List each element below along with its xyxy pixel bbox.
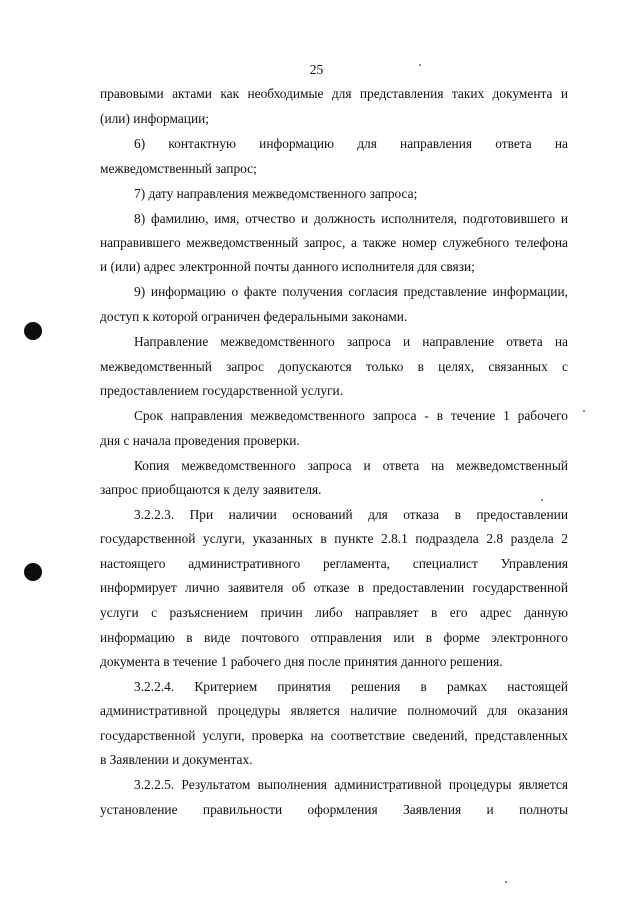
text-line: 8) фамилию, имя, отчество и должность исполнителя, подготовившего и [134, 211, 568, 226]
punch-hole-lower [24, 563, 42, 581]
text-line: Направление межведомственного запроса и направление ответа на [134, 334, 568, 349]
text-line: государственной услуги, проверка на соответствие сведений, представленных [100, 728, 568, 743]
text-line: и (или) адрес электронной почты данного исполнителя для связи; [100, 259, 475, 274]
text-line: (или) информации; [100, 111, 210, 126]
scan-speck [419, 64, 421, 66]
text-line: документа в течение 1 рабочего дня после принятия данного решения. [100, 654, 503, 669]
text-line: предоставлением государственной услуги. [100, 383, 344, 398]
text-line: доступ к которой ограничен федеральными законами. [100, 309, 408, 324]
text-line: административной процедуры является наличие полномочий для оказания [100, 703, 568, 718]
punch-hole-upper [24, 322, 42, 340]
text-line: государственной услуги, указанных в пункте 2.8.1 подраздела 2.8 раздела 2 [100, 531, 568, 546]
page-number: 25 [309, 62, 324, 77]
text-line: 3.2.2.5. Результатом выполнения административной процедуры является [134, 777, 568, 792]
scan-speck [541, 499, 543, 501]
text-line: 6) контактную информацию для направления ответа на [134, 136, 568, 151]
text-line: 3.2.2.3. При наличии оснований для отказа в предоставлении [134, 507, 568, 522]
text-line: запрос приобщаются к делу заявителя. [100, 482, 322, 497]
text-line: 7) дату направления межведомственного запроса; [134, 186, 418, 201]
text-line: дня с начала проведения проверки. [100, 433, 300, 448]
text-line: Копия межведомственного запроса и ответа на межведомственный [134, 458, 568, 473]
text-line: установление правильности оформления Заявления и полноты [100, 802, 568, 817]
text-line: межведомственный запрос; [100, 161, 257, 176]
text-line: Срок направления межведомственного запроса - в течение 1 рабочего [134, 408, 568, 423]
text-line: настоящего административного регламента, специалист Управления [100, 556, 568, 571]
scan-speck [505, 881, 507, 883]
text-line: в Заявлении и документах. [100, 752, 253, 767]
text-line: 9) информацию о факте получения согласия представление информации, [134, 284, 568, 299]
text-line: информацию в виде почтового отправления или в форме электронного [100, 630, 568, 645]
scan-speck [583, 410, 585, 412]
text-line: 3.2.2.4. Критерием принятия решения в рамках настоящей [134, 679, 568, 694]
text-line: услуги с разъяснением причин либо направляет в его адрес данную [100, 605, 568, 620]
text-line: направившего межведомственный запрос, а также номер служебного телефона [100, 235, 568, 250]
text-line: информирует лично заявителя об отказе в предоставлении государственной [100, 580, 568, 595]
text-line: правовыми актами как необходимые для представления таких документа и [100, 86, 568, 101]
text-line: межведомственный запрос допускаются только в целях, связанных с [100, 359, 568, 374]
